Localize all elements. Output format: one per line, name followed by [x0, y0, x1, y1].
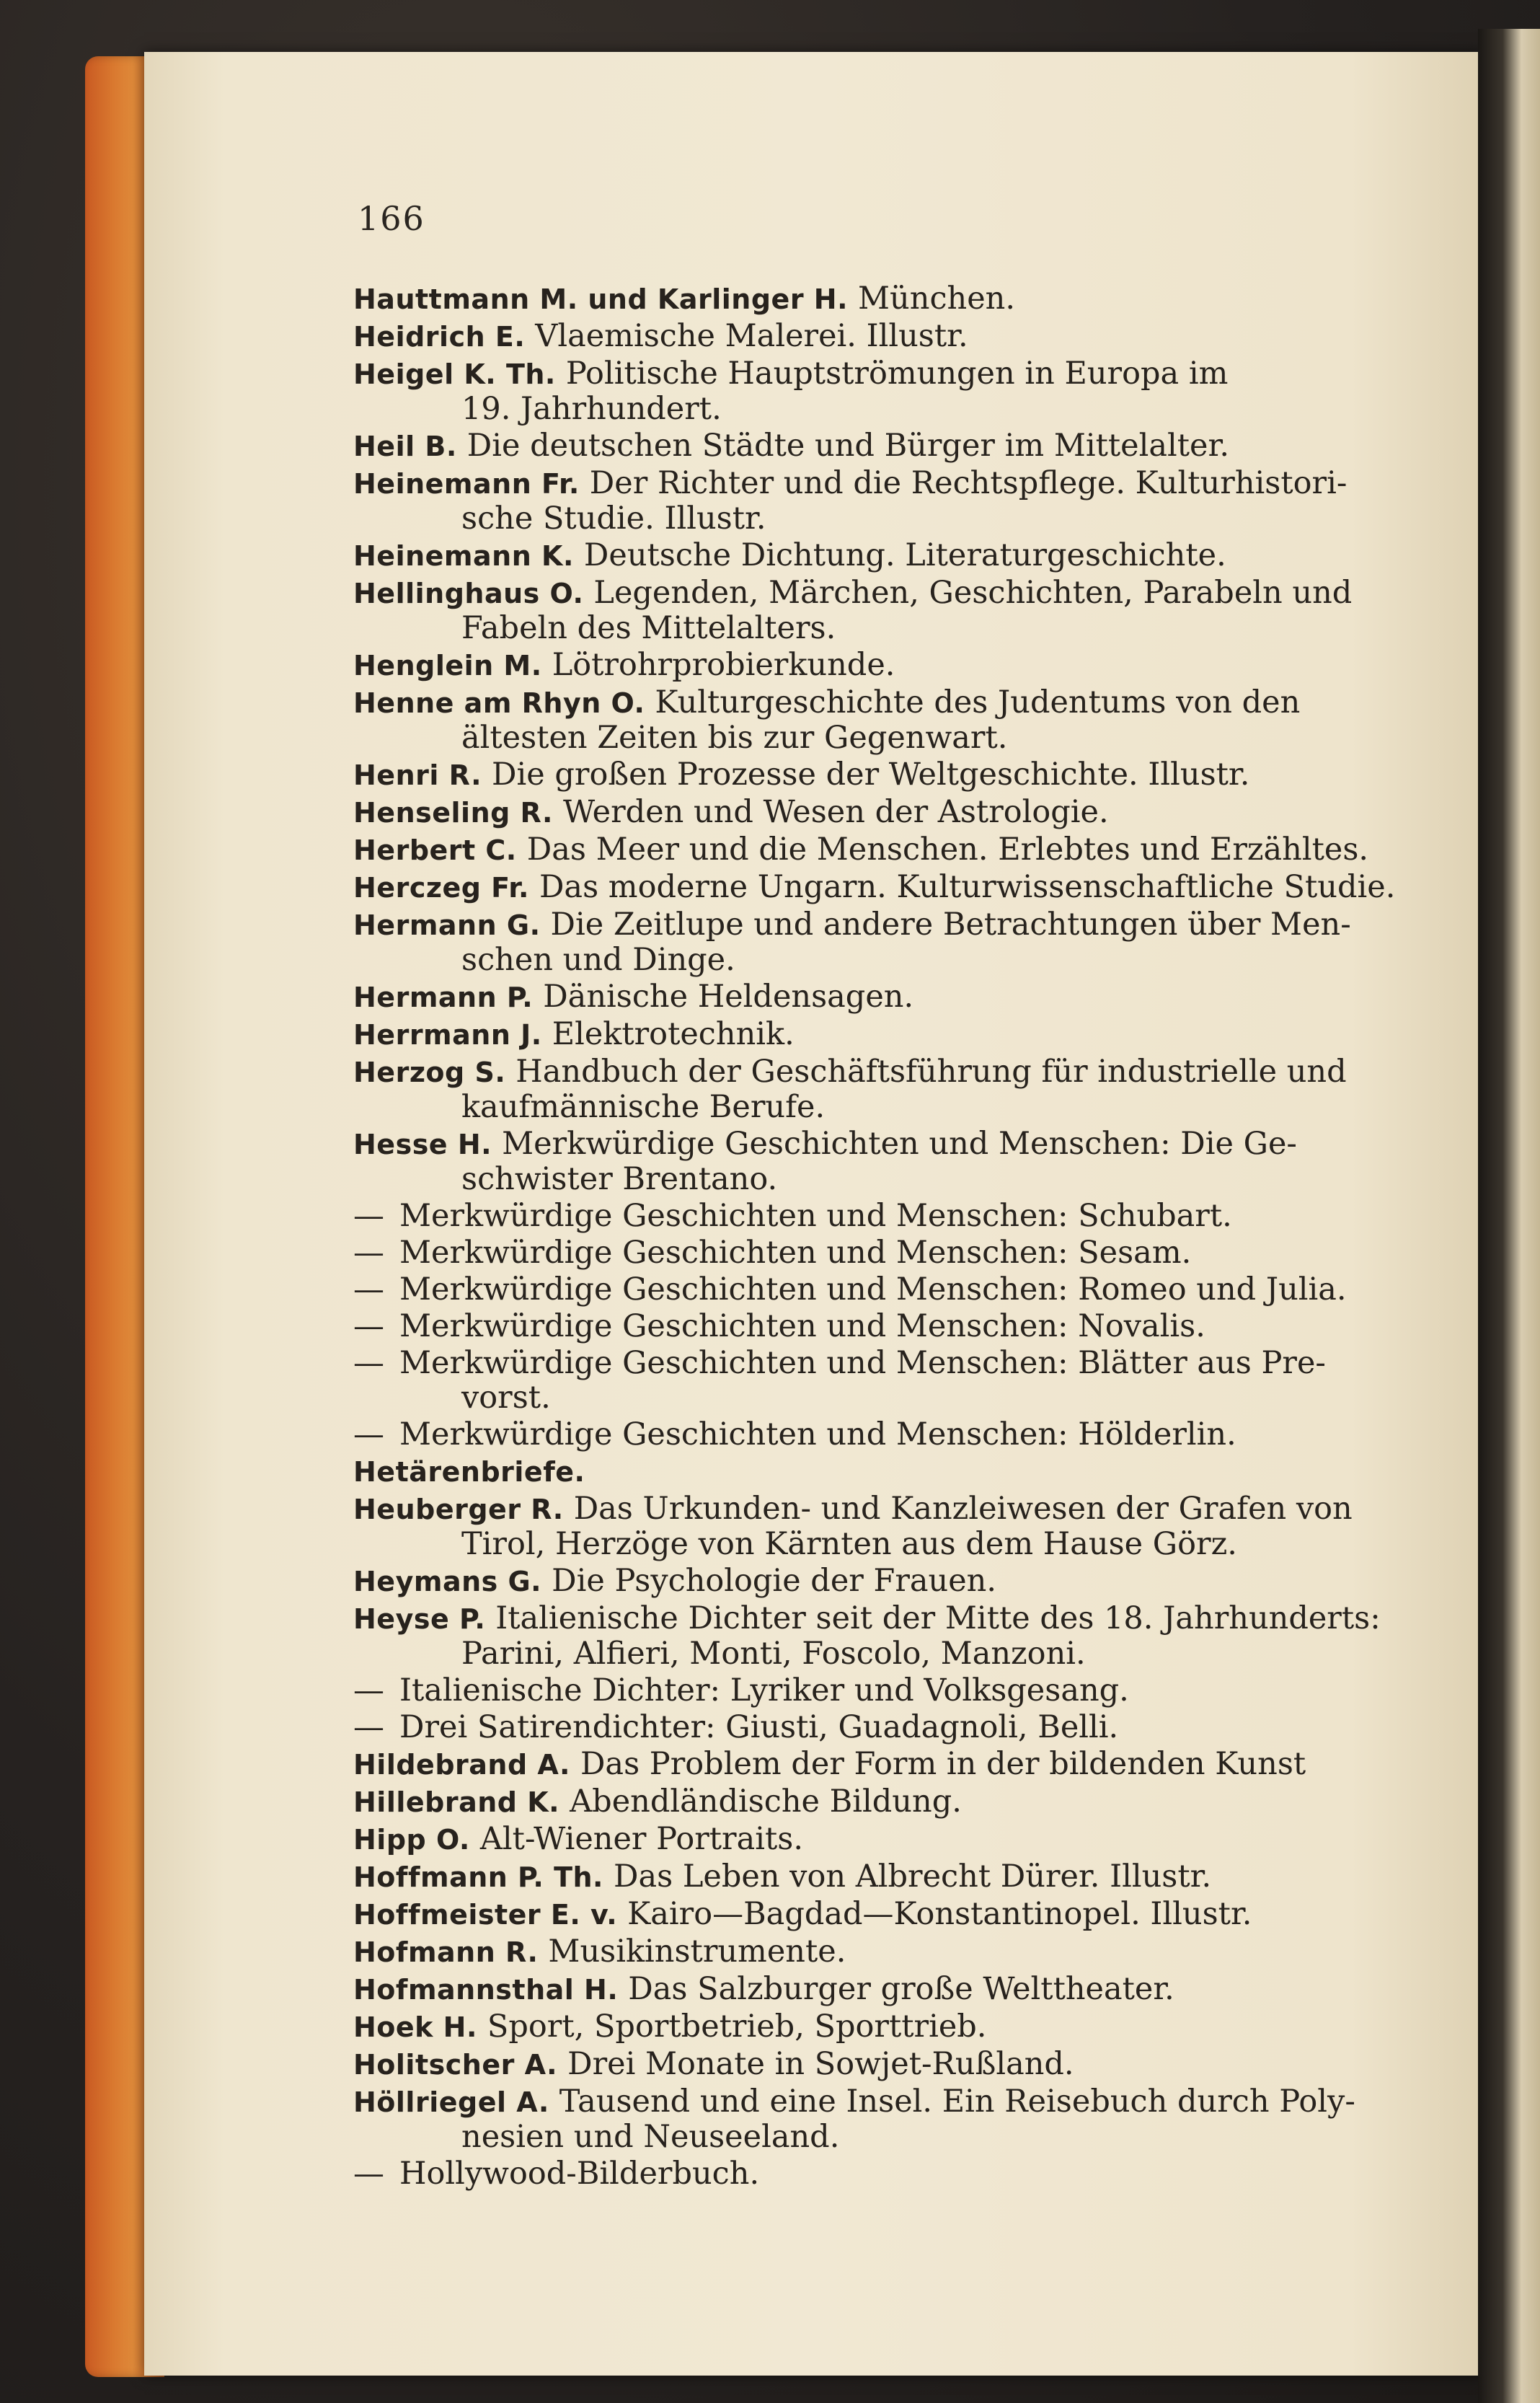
entry-continuation: Parini, Alfieri, Monti, Foscolo, Manzoni.: [461, 1636, 1086, 1672]
entry-first-line: [353, 538, 1406, 573]
bibliography-entry: [353, 1417, 1406, 1452]
bibliography-entry: [353, 1054, 1406, 1124]
entry-first-line: [353, 1491, 1406, 1527]
bibliography-entry: [353, 1859, 1406, 1895]
ditto-dash: —: [353, 1345, 384, 1381]
author-name: Heigel K. Th.: [353, 358, 556, 390]
bibliography-entry: [353, 1710, 1406, 1745]
bibliography-entry: [353, 979, 1406, 1015]
entry-title: Das Salzburger große Welttheater.: [628, 1971, 1174, 2007]
entry-first-line: [353, 1199, 1406, 1233]
bibliography-entry: [353, 1822, 1406, 1857]
bibliography-entry: [353, 2009, 1406, 2045]
author-name: Heinemann K.: [353, 540, 574, 572]
bibliography-entry: [353, 2084, 1406, 2154]
bibliography-entry: [353, 648, 1406, 683]
bibliography-entry: [353, 1235, 1406, 1270]
entry-title: Merkwürdige Geschichten und Menschen: Hölderlin.: [399, 1416, 1236, 1452]
bibliography-entry: [353, 356, 1406, 426]
author-name: Hipp O.: [353, 1824, 470, 1856]
entry-first-line: [353, 1346, 1406, 1380]
author-name: Holitscher A.: [353, 2049, 558, 2081]
entry-first-line: [353, 1417, 1406, 1452]
page-number: 166: [358, 199, 425, 238]
entry-first-line: [353, 907, 1406, 943]
entry-first-line: [353, 1747, 1406, 1782]
book-gutter: [1478, 29, 1540, 2403]
bibliography-entry: [353, 2156, 1406, 2191]
author-name: Hermann G.: [353, 909, 541, 941]
author-name: Heinemann Fr.: [353, 468, 580, 500]
entry-title: Das moderne Ungarn. Kulturwissenschaftliche Studie.: [539, 869, 1396, 905]
entry-first-line: [353, 2084, 1406, 2120]
bibliography-entry: [353, 1309, 1406, 1344]
entry-first-line: [353, 870, 1406, 905]
bibliography-entry: [353, 2047, 1406, 2082]
entry-first-line: [353, 795, 1406, 830]
entry-title: Tausend und eine Insel. Ein Reisebuch durch Poly-: [559, 2084, 1355, 2120]
author-name: Henglein M.: [353, 650, 542, 682]
entry-first-line: [353, 757, 1406, 793]
entry-title: Abendländische Bildung.: [570, 1783, 962, 1820]
entry-title: Drei Monate in Sowjet-Rußland.: [567, 2046, 1074, 2082]
entry-title: Vlaemische Malerei. Illustr.: [535, 318, 968, 354]
entry-first-line: [353, 356, 1406, 392]
entry-title: Das Urkunden- und Kanzleiwesen der Grafen von: [573, 1491, 1353, 1527]
bibliography-entry: [353, 757, 1406, 793]
author-name: Hofmannsthal H.: [353, 1974, 619, 2006]
entry-title: Merkwürdige Geschichten und Menschen: Novalis.: [399, 1308, 1205, 1344]
entry-title: Die Psychologie der Frauen.: [552, 1563, 997, 1599]
entry-first-line: [353, 1126, 1406, 1162]
bibliography-entry: [353, 1934, 1406, 1970]
entry-first-line: [353, 576, 1406, 611]
author-name: Hildebrand A.: [353, 1749, 570, 1781]
entry-first-line: [353, 1235, 1406, 1270]
entry-title: Kairo—Bagdad—Konstantinopel. Illustr.: [627, 1896, 1252, 1932]
author-name: Herrmann J.: [353, 1019, 542, 1051]
author-name: Hoffmann P. Th.: [353, 1861, 603, 1893]
entry-title: Merkwürdige Geschichten und Menschen: Die Ge-: [502, 1126, 1297, 1162]
bibliography-entry: [353, 1346, 1406, 1415]
entry-title: Sport, Sportbetrieb, Sporttrieb.: [487, 2009, 987, 2045]
author-name: Heyse P.: [353, 1603, 486, 1635]
bibliography-list: [353, 281, 1406, 2193]
author-name: Hoffmeister E. v.: [353, 1899, 618, 1931]
entry-first-line: [353, 428, 1406, 464]
entry-title: Hollywood-Bilderbuch.: [399, 2156, 760, 2192]
entry-title: Die deutschen Städte und Bürger im Mittelalter.: [466, 428, 1229, 464]
author-name: Höllriegel A.: [353, 2086, 549, 2118]
entry-continuation: nesien und Neuseeland.: [461, 2119, 840, 2155]
entry-title: Der Richter und die Rechtspflege. Kulturhistori-: [589, 465, 1348, 501]
entry-first-line: [353, 1272, 1406, 1307]
bibliography-entry: [353, 1784, 1406, 1820]
entry-title: Das Leben von Albrecht Dürer. Illustr.: [614, 1859, 1212, 1895]
entry-title: Merkwürdige Geschichten und Menschen: Sesam.: [399, 1235, 1192, 1271]
entry-title: Drei Satirendichter: Giusti, Guadagnoli, Belli.: [399, 1709, 1119, 1745]
author-name: Herzog S.: [353, 1057, 506, 1088]
entry-title: Dänische Heldensagen.: [543, 979, 914, 1015]
author-name: Hofmann R.: [353, 1936, 539, 1968]
author-name: Henseling R.: [353, 797, 553, 829]
entry-first-line: [353, 1859, 1406, 1895]
author-name: Herczeg Fr.: [353, 872, 529, 904]
entry-first-line: [353, 2156, 1406, 2191]
entry-title: München.: [858, 281, 1016, 317]
entry-first-line: [353, 1934, 1406, 1970]
entry-title: Politische Hauptströmungen in Europa im: [565, 356, 1229, 392]
entry-continuation: vorst.: [461, 1380, 551, 1416]
entry-title: Handbuch der Geschäftsführung für industrielle und: [515, 1054, 1347, 1090]
ditto-dash: —: [353, 1672, 384, 1708]
entry-continuation: 19. Jahrhundert.: [461, 391, 722, 427]
author-name: Hoek H.: [353, 2011, 477, 2043]
entry-title: Deutsche Dichtung. Literaturgeschichte.: [583, 537, 1226, 573]
entry-first-line: [353, 1897, 1406, 1932]
ditto-dash: —: [353, 1198, 384, 1234]
entry-first-line: [353, 1601, 1406, 1636]
ditto-dash: —: [353, 1416, 384, 1452]
bibliography-entry: [353, 1747, 1406, 1782]
author-name: Hellinghaus O.: [353, 578, 584, 609]
bibliography-entry: [353, 795, 1406, 830]
bibliography-entry: [353, 1454, 1406, 1489]
entry-first-line: [353, 1054, 1406, 1090]
bibliography-entry: [353, 1126, 1406, 1196]
bibliography-entry: [353, 1017, 1406, 1052]
entry-first-line: [353, 1017, 1406, 1052]
entry-first-line: [353, 2009, 1406, 2045]
bibliography-entry: [353, 538, 1406, 573]
entry-first-line: [353, 1972, 1406, 2007]
author-name: Hesse H.: [353, 1129, 492, 1160]
bibliography-entry: [353, 1199, 1406, 1233]
entry-first-line: [353, 1309, 1406, 1344]
entry-first-line: [353, 2047, 1406, 2082]
entry-title: Musikinstrumente.: [548, 1934, 846, 1970]
entry-first-line: [353, 1710, 1406, 1745]
entry-title: Italienische Dichter: Lyriker und Volksgesang.: [399, 1672, 1129, 1708]
entry-first-line: [353, 1784, 1406, 1820]
author-name: Hillebrand K.: [353, 1786, 560, 1818]
bibliography-entry: [353, 1673, 1406, 1708]
entry-first-line: [353, 1822, 1406, 1857]
entry-title: Werden und Wesen der Astrologie.: [562, 794, 1109, 830]
bibliography-entry: [353, 466, 1406, 536]
bibliography-entry: [353, 428, 1406, 464]
entry-title: Das Meer und die Menschen. Erlebtes und Erzähltes.: [526, 832, 1369, 868]
entry-first-line: [353, 1564, 1406, 1599]
author-name: Heymans G.: [353, 1566, 542, 1597]
bibliography-entry: [353, 685, 1406, 755]
author-name: Henne am Rhyn O.: [353, 687, 645, 719]
entry-title: Lötrohrprobierkunde.: [552, 647, 895, 683]
author-name: Hetärenbriefe.: [353, 1456, 585, 1488]
entry-first-line: [353, 281, 1406, 317]
entry-continuation: Tirol, Herzöge von Kärnten aus dem Hause Görz.: [461, 1526, 1237, 1562]
entry-title: Merkwürdige Geschichten und Menschen: Schubart.: [399, 1198, 1232, 1234]
entry-title: Legenden, Märchen, Geschichten, Parabeln und: [593, 575, 1353, 611]
bibliography-entry: [353, 907, 1406, 977]
bibliography-entry: [353, 1972, 1406, 2007]
entry-title: Elektrotechnik.: [552, 1016, 795, 1052]
entry-continuation: schwister Brentano.: [461, 1161, 778, 1197]
ditto-dash: —: [353, 1271, 384, 1308]
bibliography-entry: [353, 281, 1406, 317]
author-name: Herbert C.: [353, 834, 517, 866]
ditto-dash: —: [353, 1709, 384, 1745]
entry-title: Kulturgeschichte des Judentums von den: [655, 684, 1301, 720]
bibliography-entry: [353, 1564, 1406, 1599]
bibliography-entry: [353, 1601, 1406, 1671]
author-name: Heuberger R.: [353, 1494, 564, 1525]
ditto-dash: —: [353, 1235, 384, 1271]
entry-title: Alt-Wiener Portraits.: [479, 1821, 804, 1857]
entry-continuation: Fabeln des Mittelalters.: [461, 610, 836, 646]
entry-continuation: schen und Dinge.: [461, 942, 735, 978]
entry-continuation: ältesten Zeiten bis zur Gegenwart.: [461, 720, 1008, 756]
bibliography-entry: [353, 576, 1406, 645]
author-name: Heil B.: [353, 431, 457, 462]
entry-title: Die großen Prozesse der Weltgeschichte. Illustr.: [492, 757, 1250, 793]
entry-first-line: [353, 1673, 1406, 1708]
entry-title: Merkwürdige Geschichten und Menschen: Romeo und Julia.: [399, 1271, 1347, 1308]
entry-first-line: [353, 832, 1406, 868]
entry-first-line: [353, 979, 1406, 1015]
entry-title: Die Zeitlupe und andere Betrachtungen über Men-: [550, 907, 1351, 943]
author-name: Hauttmann M. und Karlinger H.: [353, 283, 849, 315]
author-name: Henri R.: [353, 759, 482, 791]
entry-title: Das Problem der Form in der bildenden Kunst: [580, 1746, 1306, 1782]
bibliography-entry: [353, 319, 1406, 354]
author-name: Hermann P.: [353, 982, 534, 1013]
entry-first-line: [353, 685, 1406, 720]
bibliography-entry: [353, 1272, 1406, 1307]
bibliography-entry: [353, 1897, 1406, 1932]
entry-first-line: [353, 319, 1406, 354]
entry-first-line: [353, 1454, 1406, 1489]
ditto-dash: —: [353, 1308, 384, 1344]
entry-continuation: sche Studie. Illustr.: [461, 501, 766, 537]
author-name: Heidrich E.: [353, 321, 526, 353]
entry-first-line: [353, 648, 1406, 683]
entry-first-line: [353, 466, 1406, 501]
bibliography-entry: [353, 832, 1406, 868]
bibliography-entry: [353, 870, 1406, 905]
entry-continuation: kaufmännische Berufe.: [461, 1089, 826, 1125]
entry-title: Italienische Dichter seit der Mitte des 18. Jahrhunderts:: [495, 1600, 1381, 1636]
bibliography-entry: [353, 1491, 1406, 1561]
ditto-dash: —: [353, 2156, 384, 2192]
entry-title: Merkwürdige Geschichten und Menschen: Blätter aus Pre-: [399, 1345, 1326, 1381]
